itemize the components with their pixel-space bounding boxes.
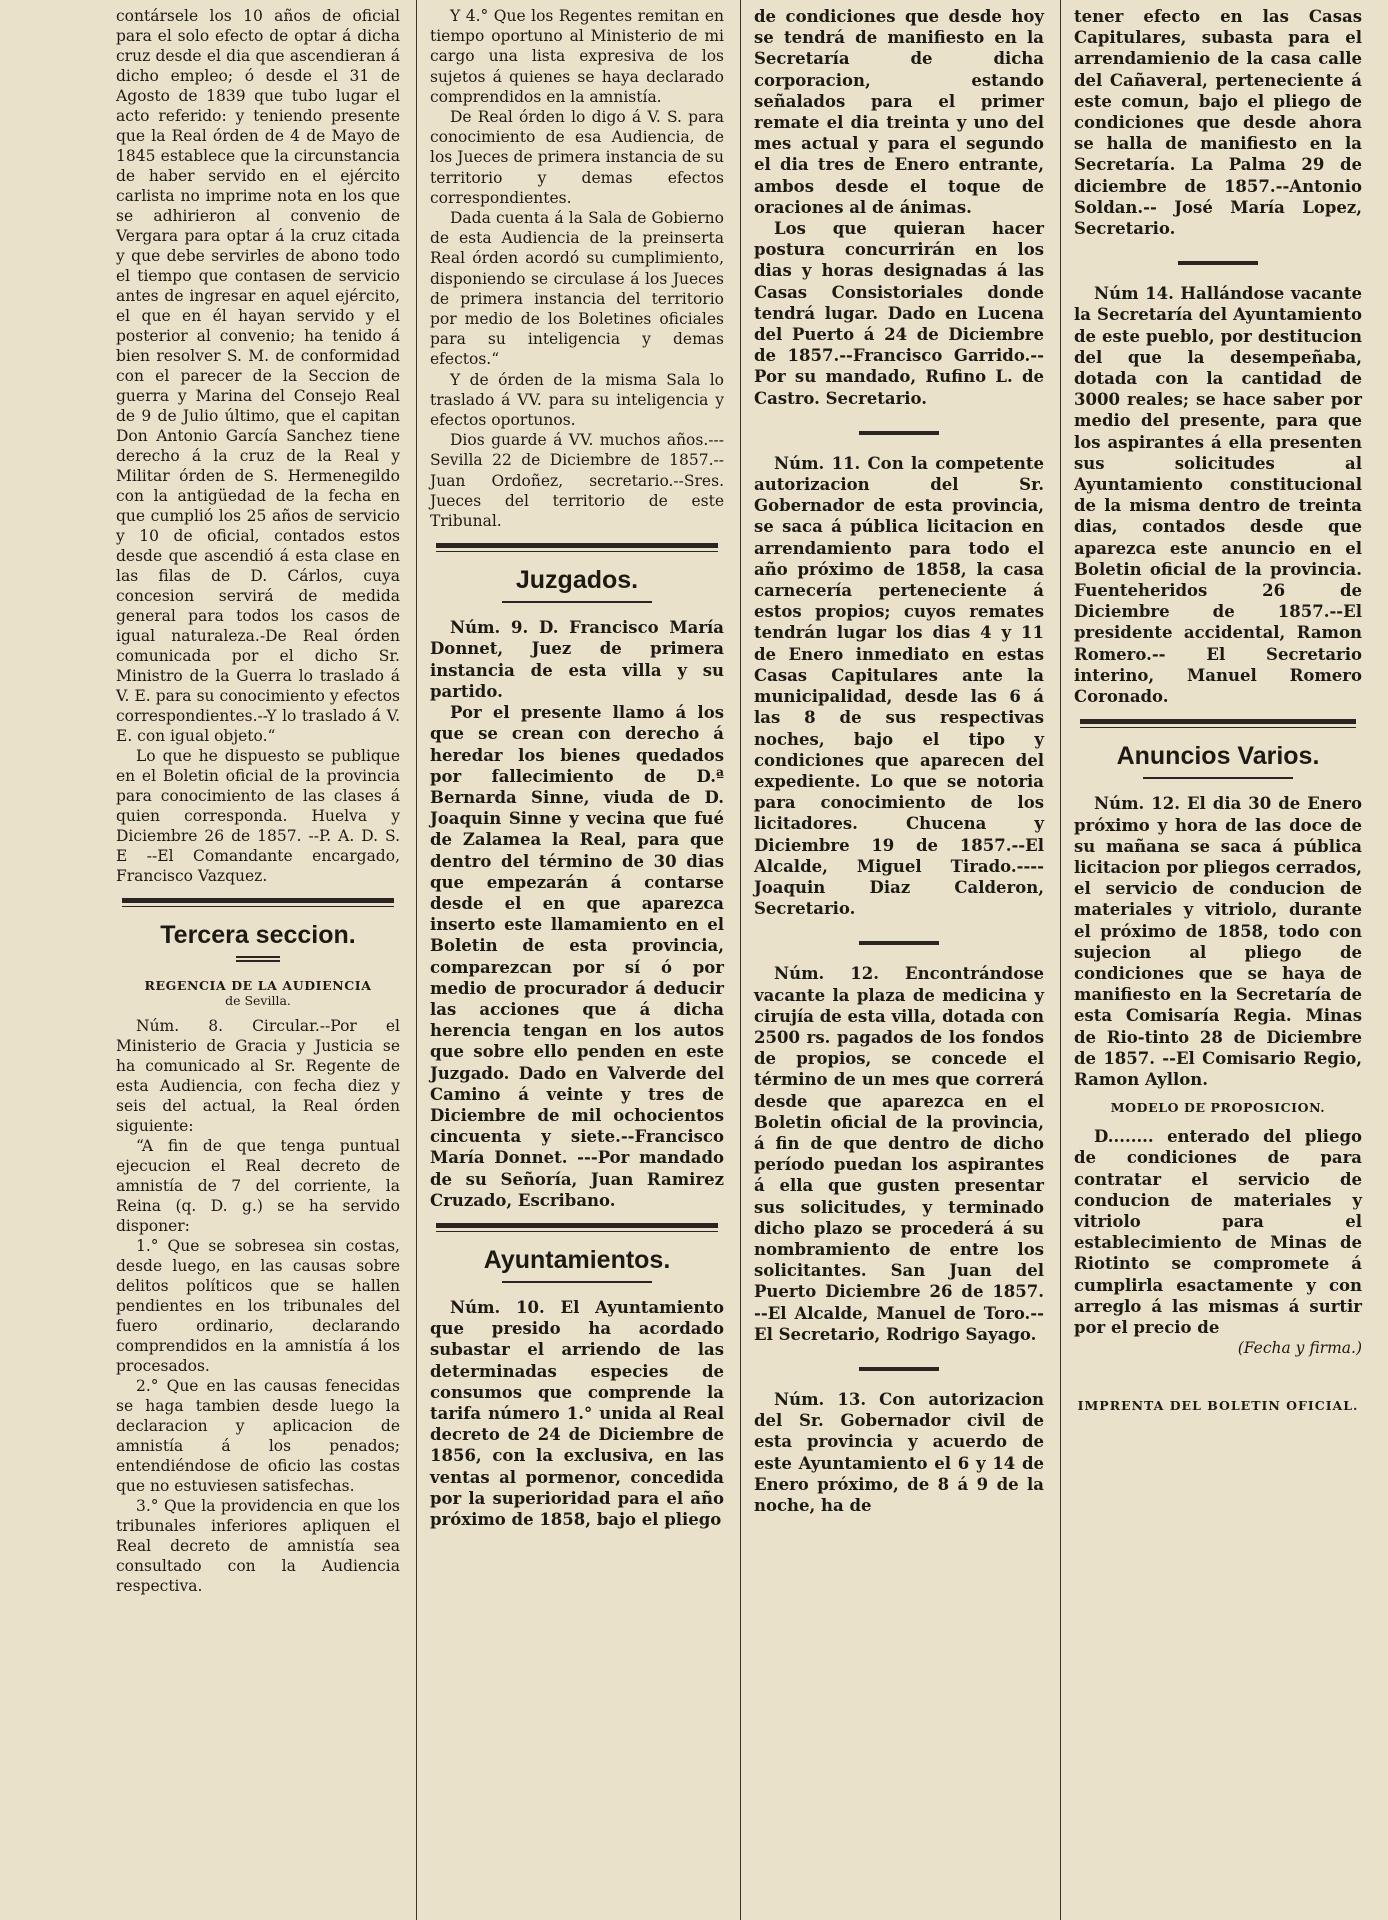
article-text: Núm. 8. Circular.--Por el Ministerio de Gracia y Justicia se ha comunicado al Sr. Regente de esta Audiencia, con fecha diez y seis del actual, la Real órden siguiente: (116, 1017, 400, 1135)
item-separator (851, 941, 947, 945)
signature-line: (Fecha y firma.) (1237, 1339, 1362, 1358)
section-divider (122, 898, 394, 907)
article-text: “A fin de que tenga puntual ejecucion el Real decreto de amnistía de 7 del corriente, la Reina (q. D. g.) se ha servido disponer: (116, 1137, 400, 1235)
article-text: 1.° Que se sobresea sin costas, desde luego, en las causas sobre delitos políticos que se hallen pendientes en los tribunales del fuero ordinario, declarando comprendidos en la amnistía á los procesados. (116, 1237, 400, 1375)
item-separator (1170, 261, 1266, 265)
article-text: Y de órden de la misma Sala lo traslado á VV. para su inteligencia y efectos oportunos. (430, 370, 724, 430)
column-2 (424, 6, 730, 1906)
article-text: De Real órden lo digo á V. S. para conocimiento de esa Audiencia, de los Jueces de primera instancia de su territorio y demas efectos correspondientes. (430, 108, 724, 207)
item-separator (851, 1367, 947, 1371)
section-divider (436, 543, 718, 552)
section-title: Anuncios Varios. (1116, 742, 1320, 771)
heading: REGENCIA DE LA AUDIENCIA (144, 978, 372, 993)
subheading: de Sevilla. (225, 993, 291, 1008)
column-1 (110, 6, 406, 1906)
column-4 (1068, 6, 1368, 1906)
title-underline (236, 956, 280, 962)
printer-imprint: IMPRENTA DEL BOLETIN OFICIAL. (1077, 1398, 1359, 1414)
article-text: 2.° Que en las causas fenecidas se haga tambien desde luego la declaracion y aplicacion de amnistía á los penados; entendiéndose de oficio las costas que no estuviesen satisfechas. (116, 1377, 400, 1495)
section-title: Ayuntamientos. (483, 1245, 671, 1274)
title-underline (1143, 777, 1293, 779)
article-text: Núm. 9. D. Francisco María Donnet, Juez de primera instancia de esta villa y su partido. (430, 618, 724, 701)
article-text: Núm 14. Hallándose vacante la Secretaría del Ayuntamiento de este pueblo, por destitucion del que la desempeñaba, dotada con la cantidad de 3000 reales; se hace saber por medio del presente, para que los aspirantes á ella presenten sus solicitudes al Ayuntamiento constitucional de la misma dentro de treinta dias, contados desde que aparezca este anuncio en el Boletin oficial de la provincia. Fuenteheridos 26 de Diciembre de 1857.--El presidente accidental, Ramon Romero.-- El Secretario interino, Manuel Romero Coronado. (1074, 284, 1362, 707)
article-text: tener efecto en las Casas Capitulares, subasta para el arrendamienio de la casa calle del Cañaveral, perteneciente á este comun, bajo el pliego de condiciones que desde ahora se halla de manifiesto en la Secretaría. La Palma 29 de diciembre de 1857.--Antonio Soldan.-- José María Lopez, Secretario. (1074, 7, 1362, 239)
item-separator (851, 431, 947, 435)
heading: MODELO DE PROPOSICION. (1110, 1100, 1326, 1116)
section-divider (1080, 719, 1356, 728)
article-text: Los que quieran hacer postura concurrirán en los dias y horas designadas á las Casas Consistoriales donde tendrá lugar. Dado en Lucena del Puerto á 24 de Diciembre de 1857.--Francisco Garrido.--Por su mandado, Rufino L. de Castro. Secretario. (754, 219, 1044, 408)
article-text: de condiciones que desde hoy se tendrá de manifiesto en la Secretaría de dicha corporacion, estando señalados para el primer remate el dia treinta y uno del mes actual y para el segundo el dia tres de Enero entrante, ambos desde el toque de oraciones al de ánimas. (754, 7, 1044, 217)
article-text: Dios guarde á VV. muchos años.---Sevilla 22 de Diciembre de 1857.--Juan Ordoñez, secretario.--Sres. Jueces del territorio de este Tribunal. (430, 431, 724, 531)
column-3 (748, 6, 1050, 1906)
article-text: Y 4.° Que los Regentes remitan en tiempo oportuno al Ministerio de mi cargo una lista expresiva de los sujetos á quienes se haya declarado comprendidos en la amnistía. (430, 7, 724, 106)
section-title: Tercera seccion. (160, 921, 356, 949)
title-underline (502, 601, 652, 603)
article-text: Núm. 12. Encontrándose vacante la plaza de medicina y cirujía de esta villa, dotada con 2500 rs. pagados de los fondos de propios, se concede el término de un mes que correrá desde que aparezca en el Boletin oficial de la provincia, á fin de que dentro de dicho período puedan los aspirantes á ella que gusten presentar sus solicitudes, y terminado dicho plazo se procederá á su nombramiento de entre los solicitantes. San Juan del Puerto Diciembre 26 de 1857. --El Alcalde, Manuel de Toro.--El Secretario, Rodrigo Sayago. (754, 964, 1044, 1344)
article-text: Dada cuenta á la Sala de Gobierno de esta Audiencia de la preinserta Real órden acordó su cumplimiento, disponiendo se circulase á los Jueces de primera instancia del territorio por medio de los Boletines oficiales para su inteligencia y demas efectos.“ (430, 209, 724, 369)
section-title: Juzgados. (515, 566, 639, 595)
article-text: D........ enterado del pliego de condiciones de para contratar el servicio de conducion de materiales y vitriolo para el establecimiento de Minas de Riotinto se compromete á cumplirla esactamente y con arreglo á las mismas á surtir por el precio de (1074, 1127, 1362, 1337)
section-divider (436, 1223, 718, 1232)
article-text: Núm. 10. El Ayuntamiento que presido ha acordado subastar el arriendo de las determinadas especies de consumos que comprende la tarifa número 1.° unida al Real decreto de 24 de Diciembre de 1856, con la exclusiva, en las ventas al pormenor, concedida por la superioridad para el año próximo de 1858, bajo el pliego (430, 1297, 724, 1529)
article-text: Núm. 11. Con la competente autorizacion del Sr. Gobernador de esta provincia, se saca á pública licitacion en arrendamiento para todo el año próximo de 1858, la casa carnecería perteneciente á estos propios; cuyos remates tendrán lugar los dias 4 y 11 de Enero inmediato en estas Casas Capitulares ante la municipalidad, desde las 6 á las 8 de sus respectivas noches, bajo el tipo y condiciones que aparecen del expediente. Lo que se notoria para conocimiento de los licitadores. Chucena y Diciembre 19 de 1857.--El Alcalde, Miguel Tirado.----Joaquin Diaz Calderon, Secretario. (754, 453, 1044, 919)
title-underline (502, 1281, 652, 1283)
article-text: contársele los 10 años de oficial para el solo efecto de optar á dicha cruz desde el dia que ascendieran á dicho empleo; ó desde el 31 de Agosto de 1839 que tubo lugar el acto referido: y teniendo presente que la Real órden de 4 de Mayo de 1845 establece que la circunstancia de haber servido en el ejército carlista no imprime nota en los que se adhirieron al convenio de Vergara para optar á la cruz citada y que debe servirles de abono todo el tiempo que contasen de servicio antes de ingresar en aquel ejército, el que en él hayan servido y el posterior al convenio; ha tenido á bien resolver S. M. de conformidad con el parecer de la Seccion de guerra y Marina del Consejo Real de 9 de Julio último, que el capitan Don Antonio García Sanchez tiene derecho á la cruz de la Real y Militar órden de S. Hermenegildo con la antigüedad de la fecha en que cumplió los 25 años de servicio y 10 de oficial, contados estos desde que ascendió á esta clase en las filas de D. Cárlos, cuya concesion servirá de medida general para todos los casos de igual naturaleza.-De Real órden comunicada por el dicho Sr. Ministro de la Guerra lo traslado á V. E. para su conocimiento y efectos correspondientes.--Y lo traslado á V. E. con igual objeto.“ (116, 7, 400, 745)
article-text: 3.° Que la providencia en que los tribunales inferiores apliquen el Real decreto de amnistía sea consultado con la Audiencia respectiva. (116, 1497, 400, 1595)
article-text: Lo que he dispuesto se publique en el Boletin oficial de la provincia para conocimiento de las clases á quien corresponda. Huelva y Diciembre 26 de 1857. --P. A. D. S. E --El Comandante encargado, Francisco Vazquez. (116, 747, 400, 885)
article-text: Núm. 13. Con autorizacion del Sr. Gobernador civil de esta provincia y acuerdo de este Ayuntamiento el 6 y 14 de Enero próximo, de 8 á 9 de la noche, ha de (754, 1389, 1044, 1515)
column-rule (416, 0, 417, 1920)
column-rule (1060, 0, 1061, 1920)
article-text: Por el presente llamo á los que se crean con derecho á heredar los bienes quedados por fallecimiento de D.ª Bernarda Sinne, viuda de D. Joaquin Sinne y vecina que fué de Zalamea la Real, para que dentro del término de 30 dias que empezarán á contarse desde el en que aparezca inserto este llamamiento en el Boletin de esta provincia, comparezcan por sí ó por medio de procurador á deducir las acciones que á dicha herencia tengan en los autos que sobre ello penden en este Juzgado. Dado en Valverde del Camino á veinte y tres de Diciembre de mil ochocientos cincuenta y siete.--Francisco María Donnet. ---Por mandado de su Señoría, Juan Ramirez Cruzado, Escribano. (430, 703, 724, 1210)
article-text: Núm. 12. El dia 30 de Enero próximo y hora de las doce de su mañana se saca á pública licitacion por pliegos cerrados, el servicio de conducion de materiales y vitriolo, durante el próximo de 1858, todo con sujecion al pliego de condiciones que se haya de manifiesto en la Secretaría de esta Comisaría Regia. Minas de Rio-tinto 28 de Diciembre de 1857. --El Comisario Regio, Ramon Ayllon. (1074, 794, 1362, 1089)
column-rule (740, 0, 741, 1920)
